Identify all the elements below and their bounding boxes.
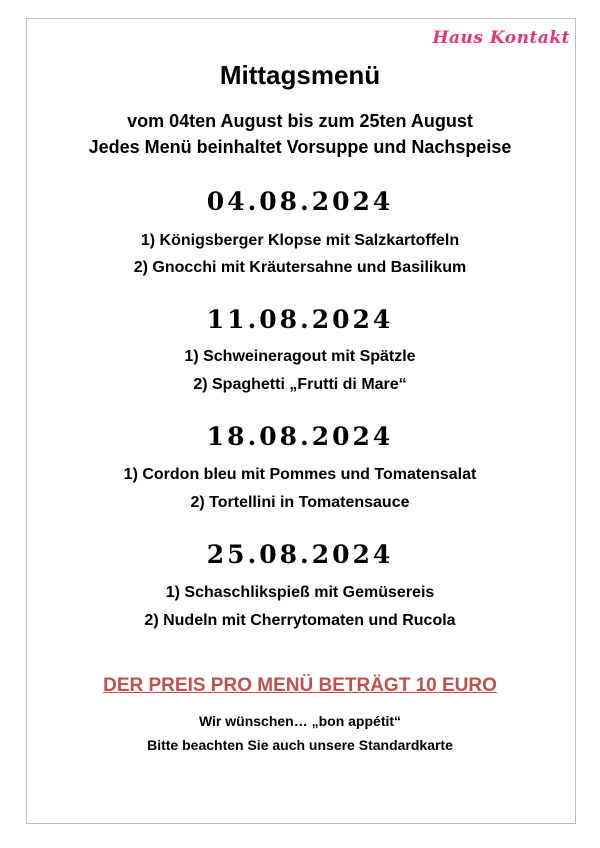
dish-item: 2) Nudeln mit Cherrytomaten und Rucola — [144, 612, 456, 629]
brand-logo: Haus Kontakt — [432, 28, 570, 48]
menu-date: 18.08.2024 — [206, 422, 394, 451]
page-title: Mittagsmenü — [219, 60, 381, 90]
dish-item: 1) Cordon bleu mit Pommes und Tomatensalat — [123, 466, 477, 483]
menu-date: 11.08.2024 — [206, 305, 394, 334]
menu-includes-subtitle: Jedes Menü beinhaltet Vorsuppe und Nachspeise — [88, 137, 512, 157]
date-range-subtitle: vom 04ten August bis zum 25ten August — [127, 111, 473, 131]
dish-item: 1) Schweineragout mit Spätzle — [184, 348, 416, 365]
dish-item: 1) Königsberger Klopse mit Salzkartoffeln — [140, 232, 460, 249]
price-note: DER PREIS PRO MENÜ BETRÄGT 10 EURO — [103, 675, 497, 696]
dish-item: 2) Spaghetti „Frutti di Mare“ — [193, 376, 407, 393]
closing-greeting: Wir wünschen… „bon appétit“ — [198, 713, 402, 729]
menu-date: 25.08.2024 — [206, 540, 394, 569]
menu-date: 04.08.2024 — [206, 187, 394, 216]
dish-item: 2) Tortellini in Tomatensauce — [190, 494, 410, 511]
dish-item: 1) Schaschlikspieß mit Gemüsereis — [165, 584, 435, 601]
dish-item: 2) Gnocchi mit Kräutersahne und Basilikum — [133, 259, 467, 276]
standard-menu-note: Bitte beachten Sie auch unsere Standardkarte — [147, 737, 453, 753]
